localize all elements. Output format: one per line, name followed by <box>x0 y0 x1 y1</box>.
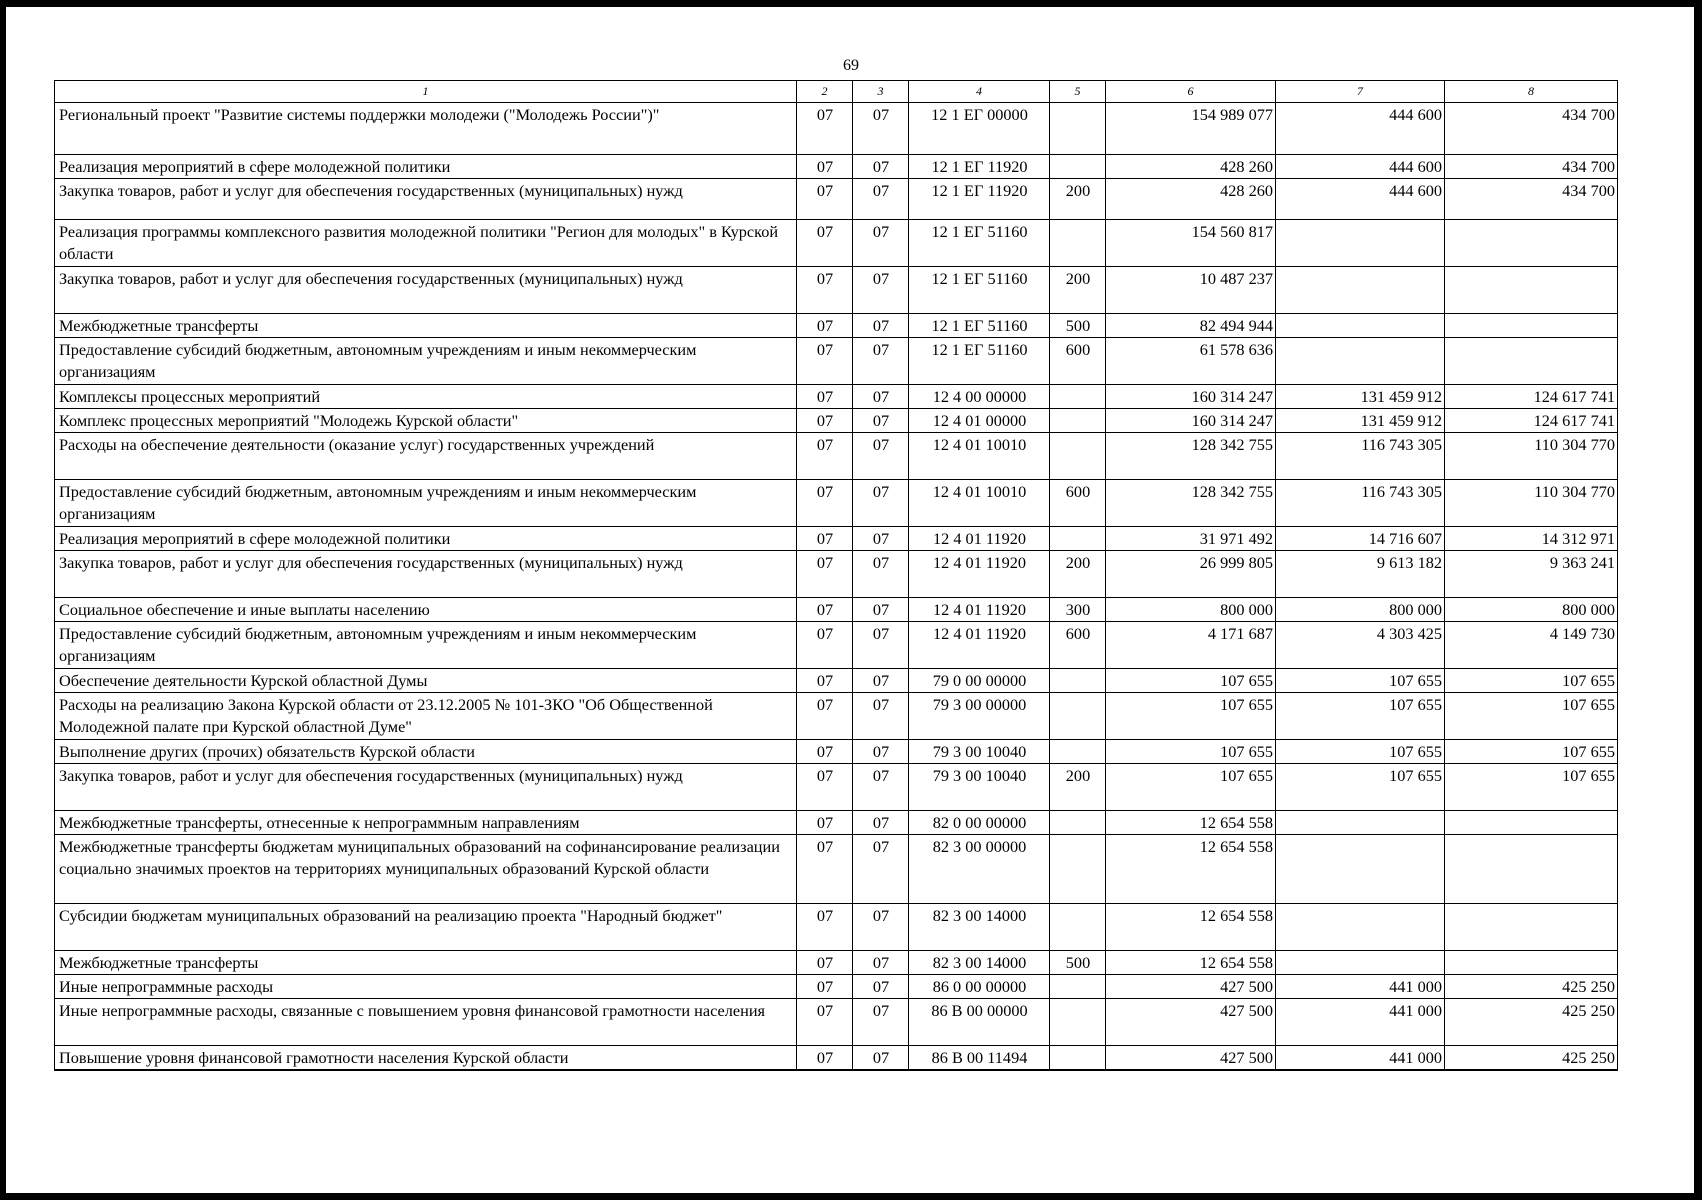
target-code: 82 0 00 00000 <box>909 811 1050 835</box>
header-cell: 4 <box>909 81 1050 103</box>
item-name: Расходы на обеспечение деятельности (оказание услуг) государственных учреждений <box>55 433 797 480</box>
table-row <box>55 551 1618 598</box>
subsection-code: 07 <box>853 904 909 951</box>
expense-type <box>1050 220 1106 267</box>
item-name: Обеспечение деятельности Курской областной Думы <box>55 669 797 693</box>
header-cell: 7 <box>1276 81 1445 103</box>
amount-col7 <box>1276 267 1445 314</box>
amount-col8: 124 617 741 <box>1445 385 1618 409</box>
amount-col8: 434 700 <box>1445 179 1618 220</box>
amount-col6: 428 260 <box>1106 179 1276 220</box>
header-cell: 3 <box>853 81 909 103</box>
amount-col7 <box>1276 951 1445 975</box>
expense-type: 200 <box>1050 179 1106 220</box>
table-row <box>55 1046 1618 1071</box>
amount-col7 <box>1276 811 1445 835</box>
item-name: Закупка товаров, работ и услуг для обеспечения государственных (муниципальных) нужд <box>55 267 797 314</box>
subsection-code: 07 <box>853 598 909 622</box>
amount-col8: 425 250 <box>1445 999 1618 1046</box>
subsection-code: 07 <box>853 811 909 835</box>
expense-type <box>1050 385 1106 409</box>
subsection-code: 07 <box>853 155 909 179</box>
section-code: 07 <box>797 999 853 1046</box>
table-row <box>55 622 1618 669</box>
amount-col8 <box>1445 951 1618 975</box>
section-code: 07 <box>797 267 853 314</box>
amount-col6: 800 000 <box>1106 598 1276 622</box>
section-code: 07 <box>797 409 853 433</box>
amount-col7: 444 600 <box>1276 179 1445 220</box>
item-name: Предоставление субсидий бюджетным, автономным учреждениям и иным некоммерческим организациям <box>55 480 797 527</box>
amount-col6: 26 999 805 <box>1106 551 1276 598</box>
target-code: 79 0 00 00000 <box>909 669 1050 693</box>
amount-col8: 434 700 <box>1445 155 1618 179</box>
amount-col6: 154 560 817 <box>1106 220 1276 267</box>
amount-col6: 107 655 <box>1106 669 1276 693</box>
amount-col7: 441 000 <box>1276 1046 1445 1071</box>
table-row <box>55 220 1618 267</box>
expense-type <box>1050 693 1106 740</box>
item-name: Межбюджетные трансферты, отнесенные к непрограммным направлениям <box>55 811 797 835</box>
expense-type <box>1050 975 1106 999</box>
expense-type <box>1050 740 1106 764</box>
amount-col6: 107 655 <box>1106 740 1276 764</box>
amount-col8: 107 655 <box>1445 669 1618 693</box>
subsection-code: 07 <box>853 669 909 693</box>
expense-type <box>1050 904 1106 951</box>
amount-col6: 427 500 <box>1106 975 1276 999</box>
section-code: 07 <box>797 669 853 693</box>
table-row <box>55 155 1618 179</box>
section-code: 07 <box>797 338 853 385</box>
expense-type: 600 <box>1050 480 1106 527</box>
expense-type <box>1050 409 1106 433</box>
amount-col6: 160 314 247 <box>1106 385 1276 409</box>
target-code: 79 3 00 10040 <box>909 764 1050 811</box>
table-row <box>55 103 1618 155</box>
section-code: 07 <box>797 103 853 155</box>
amount-col7: 441 000 <box>1276 999 1445 1046</box>
amount-col8: 107 655 <box>1445 693 1618 740</box>
amount-col7: 444 600 <box>1276 155 1445 179</box>
expense-type: 600 <box>1050 338 1106 385</box>
target-code: 12 4 00 00000 <box>909 385 1050 409</box>
item-name: Межбюджетные трансферты <box>55 314 797 338</box>
amount-col6: 12 654 558 <box>1106 811 1276 835</box>
amount-col8: 107 655 <box>1445 740 1618 764</box>
section-code: 07 <box>797 433 853 480</box>
section-code: 07 <box>797 551 853 598</box>
item-name: Предоставление субсидий бюджетным, автономным учреждениям и иным некоммерческим организациям <box>55 338 797 385</box>
target-code: 12 1 ЕГ 11920 <box>909 155 1050 179</box>
amount-col7 <box>1276 220 1445 267</box>
expense-type <box>1050 1046 1106 1071</box>
section-code: 07 <box>797 1046 853 1071</box>
amount-col7 <box>1276 338 1445 385</box>
amount-col8: 14 312 971 <box>1445 527 1618 551</box>
amount-col6: 61 578 636 <box>1106 338 1276 385</box>
expense-type <box>1050 103 1106 155</box>
table-row <box>55 314 1618 338</box>
subsection-code: 07 <box>853 740 909 764</box>
target-code: 86 В 00 00000 <box>909 999 1050 1046</box>
item-name: Межбюджетные трансферты бюджетам муниципальных образований на софинансирование реализации социально значимых проектов на территориях муниципальных образований Курской области <box>55 835 797 904</box>
target-code: 12 1 ЕГ 51160 <box>909 267 1050 314</box>
table-row <box>55 338 1618 385</box>
item-name: Реализация программы комплексного развития молодежной политики "Регион для молодых" в Курской области <box>55 220 797 267</box>
section-code: 07 <box>797 220 853 267</box>
subsection-code: 07 <box>853 103 909 155</box>
amount-col8 <box>1445 835 1618 904</box>
amount-col7: 441 000 <box>1276 975 1445 999</box>
target-code: 12 4 01 11920 <box>909 598 1050 622</box>
subsection-code: 07 <box>853 338 909 385</box>
item-name: Выполнение других (прочих) обязательств Курской области <box>55 740 797 764</box>
subsection-code: 07 <box>853 1046 909 1071</box>
target-code: 12 1 ЕГ 00000 <box>909 103 1050 155</box>
item-name: Социальное обеспечение и иные выплаты населению <box>55 598 797 622</box>
target-code: 12 4 01 10010 <box>909 433 1050 480</box>
target-code: 82 3 00 14000 <box>909 951 1050 975</box>
amount-col8 <box>1445 314 1618 338</box>
header-cell: 1 <box>55 81 797 103</box>
table-row <box>55 527 1618 551</box>
table-row <box>55 764 1618 811</box>
target-code: 12 1 ЕГ 11920 <box>909 179 1050 220</box>
table-row <box>55 951 1618 975</box>
section-code: 07 <box>797 480 853 527</box>
amount-col7: 14 716 607 <box>1276 527 1445 551</box>
section-code: 07 <box>797 314 853 338</box>
target-code: 12 1 ЕГ 51160 <box>909 220 1050 267</box>
section-code: 07 <box>797 693 853 740</box>
table-row <box>55 835 1618 904</box>
item-name: Региональный проект "Развитие системы поддержки молодежи ("Молодежь России")" <box>55 103 797 155</box>
subsection-code: 07 <box>853 267 909 314</box>
target-code: 12 4 01 10010 <box>909 480 1050 527</box>
amount-col8: 425 250 <box>1445 1046 1618 1071</box>
header-cell: 2 <box>797 81 853 103</box>
table-row <box>55 811 1618 835</box>
table-row <box>55 385 1618 409</box>
amount-col8: 425 250 <box>1445 975 1618 999</box>
target-code: 12 4 01 11920 <box>909 551 1050 598</box>
section-code: 07 <box>797 975 853 999</box>
budget-table <box>54 80 1618 1071</box>
subsection-code: 07 <box>853 551 909 598</box>
amount-col6: 128 342 755 <box>1106 433 1276 480</box>
target-code: 12 4 01 11920 <box>909 622 1050 669</box>
subsection-code: 07 <box>853 314 909 338</box>
amount-col6: 107 655 <box>1106 764 1276 811</box>
item-name: Реализация мероприятий в сфере молодежной политики <box>55 155 797 179</box>
expense-type <box>1050 811 1106 835</box>
amount-col6: 427 500 <box>1106 999 1276 1046</box>
expense-type <box>1050 669 1106 693</box>
amount-col8: 434 700 <box>1445 103 1618 155</box>
amount-col6: 160 314 247 <box>1106 409 1276 433</box>
item-name: Закупка товаров, работ и услуг для обеспечения государственных (муниципальных) нужд <box>55 764 797 811</box>
expense-type <box>1050 433 1106 480</box>
amount-col8 <box>1445 220 1618 267</box>
amount-col7: 444 600 <box>1276 103 1445 155</box>
target-code: 79 3 00 10040 <box>909 740 1050 764</box>
section-code: 07 <box>797 598 853 622</box>
target-code: 86 В 00 11494 <box>909 1046 1050 1071</box>
subsection-code: 07 <box>853 480 909 527</box>
header-cell: 8 <box>1445 81 1618 103</box>
table-row <box>55 433 1618 480</box>
table-row <box>55 409 1618 433</box>
page-number: 69 <box>843 57 859 74</box>
amount-col7: 4 303 425 <box>1276 622 1445 669</box>
table-row <box>55 267 1618 314</box>
amount-col6: 12 654 558 <box>1106 904 1276 951</box>
section-code: 07 <box>797 951 853 975</box>
amount-col8: 124 617 741 <box>1445 409 1618 433</box>
section-code: 07 <box>797 740 853 764</box>
amount-col6: 4 171 687 <box>1106 622 1276 669</box>
amount-col7 <box>1276 904 1445 951</box>
table-row <box>55 975 1618 999</box>
item-name: Иные непрограммные расходы, связанные с повышением уровня финансовой грамотности населения <box>55 999 797 1046</box>
header-cell: 6 <box>1106 81 1276 103</box>
expense-type: 200 <box>1050 551 1106 598</box>
subsection-code: 07 <box>853 385 909 409</box>
target-code: 12 4 01 11920 <box>909 527 1050 551</box>
table-row <box>55 740 1618 764</box>
amount-col7: 107 655 <box>1276 764 1445 811</box>
amount-col6: 428 260 <box>1106 155 1276 179</box>
amount-col7: 9 613 182 <box>1276 551 1445 598</box>
subsection-code: 07 <box>853 622 909 669</box>
amount-col8: 107 655 <box>1445 764 1618 811</box>
expense-type: 600 <box>1050 622 1106 669</box>
item-name: Субсидии бюджетам муниципальных образований на реализацию проекта "Народный бюджет" <box>55 904 797 951</box>
section-code: 07 <box>797 527 853 551</box>
amount-col6: 12 654 558 <box>1106 951 1276 975</box>
subsection-code: 07 <box>853 951 909 975</box>
item-name: Повышение уровня финансовой грамотности населения Курской области <box>55 1046 797 1071</box>
table-row <box>55 598 1618 622</box>
amount-col8: 4 149 730 <box>1445 622 1618 669</box>
section-code: 07 <box>797 835 853 904</box>
amount-col8: 9 363 241 <box>1445 551 1618 598</box>
subsection-code: 07 <box>853 975 909 999</box>
table-row <box>55 179 1618 220</box>
item-name: Комплексы процессных мероприятий <box>55 385 797 409</box>
amount-col6: 31 971 492 <box>1106 527 1276 551</box>
amount-col6: 12 654 558 <box>1106 835 1276 904</box>
target-code: 82 3 00 14000 <box>909 904 1050 951</box>
expense-type: 200 <box>1050 267 1106 314</box>
amount-col6: 154 989 077 <box>1106 103 1276 155</box>
item-name: Комплекс процессных мероприятий "Молодежь Курской области" <box>55 409 797 433</box>
amount-col8: 110 304 770 <box>1445 480 1618 527</box>
subsection-code: 07 <box>853 527 909 551</box>
amount-col8 <box>1445 904 1618 951</box>
amount-col8: 800 000 <box>1445 598 1618 622</box>
amount-col6: 10 487 237 <box>1106 267 1276 314</box>
amount-col6: 427 500 <box>1106 1046 1276 1071</box>
item-name: Межбюджетные трансферты <box>55 951 797 975</box>
target-code: 82 3 00 00000 <box>909 835 1050 904</box>
item-name: Закупка товаров, работ и услуг для обеспечения государственных (муниципальных) нужд <box>55 179 797 220</box>
amount-col7: 107 655 <box>1276 693 1445 740</box>
subsection-code: 07 <box>853 999 909 1046</box>
item-name: Закупка товаров, работ и услуг для обеспечения государственных (муниципальных) нужд <box>55 551 797 598</box>
amount-col8 <box>1445 267 1618 314</box>
header-cell: 5 <box>1050 81 1106 103</box>
amount-col7 <box>1276 835 1445 904</box>
amount-col8: 110 304 770 <box>1445 433 1618 480</box>
target-code: 86 0 00 00000 <box>909 975 1050 999</box>
expense-type <box>1050 155 1106 179</box>
item-name: Расходы на реализацию Закона Курской области от 23.12.2005 № 101-ЗКО "Об Общественной Молодежной палате при Курской областной Думе" <box>55 693 797 740</box>
subsection-code: 07 <box>853 220 909 267</box>
amount-col7: 116 743 305 <box>1276 433 1445 480</box>
section-code: 07 <box>797 622 853 669</box>
item-name: Предоставление субсидий бюджетным, автономным учреждениям и иным некоммерческим организациям <box>55 622 797 669</box>
amount-col7 <box>1276 314 1445 338</box>
expense-type: 300 <box>1050 598 1106 622</box>
table-row <box>55 480 1618 527</box>
subsection-code: 07 <box>853 835 909 904</box>
section-code: 07 <box>797 385 853 409</box>
subsection-code: 07 <box>853 764 909 811</box>
item-name: Иные непрограммные расходы <box>55 975 797 999</box>
column-number-header <box>55 81 1618 103</box>
section-code: 07 <box>797 904 853 951</box>
section-code: 07 <box>797 179 853 220</box>
target-code: 12 4 01 00000 <box>909 409 1050 433</box>
table-row <box>55 904 1618 951</box>
expense-type: 500 <box>1050 314 1106 338</box>
target-code: 12 1 ЕГ 51160 <box>909 314 1050 338</box>
amount-col6: 82 494 944 <box>1106 314 1276 338</box>
target-code: 79 3 00 00000 <box>909 693 1050 740</box>
amount-col7: 131 459 912 <box>1276 409 1445 433</box>
amount-col6: 107 655 <box>1106 693 1276 740</box>
target-code: 12 1 ЕГ 51160 <box>909 338 1050 385</box>
item-name: Реализация мероприятий в сфере молодежной политики <box>55 527 797 551</box>
expense-type <box>1050 999 1106 1046</box>
amount-col6: 128 342 755 <box>1106 480 1276 527</box>
section-code: 07 <box>797 811 853 835</box>
section-code: 07 <box>797 764 853 811</box>
amount-col7: 107 655 <box>1276 740 1445 764</box>
expense-type <box>1050 835 1106 904</box>
amount-col7: 107 655 <box>1276 669 1445 693</box>
table-row <box>55 669 1618 693</box>
amount-col7: 116 743 305 <box>1276 480 1445 527</box>
table-row <box>55 693 1618 740</box>
expense-type: 500 <box>1050 951 1106 975</box>
amount-col7: 800 000 <box>1276 598 1445 622</box>
expense-type: 200 <box>1050 764 1106 811</box>
subsection-code: 07 <box>853 409 909 433</box>
table-row <box>55 999 1618 1046</box>
amount-col7: 131 459 912 <box>1276 385 1445 409</box>
subsection-code: 07 <box>853 693 909 740</box>
subsection-code: 07 <box>853 433 909 480</box>
expense-type <box>1050 527 1106 551</box>
subsection-code: 07 <box>853 179 909 220</box>
amount-col8 <box>1445 338 1618 385</box>
section-code: 07 <box>797 155 853 179</box>
amount-col8 <box>1445 811 1618 835</box>
